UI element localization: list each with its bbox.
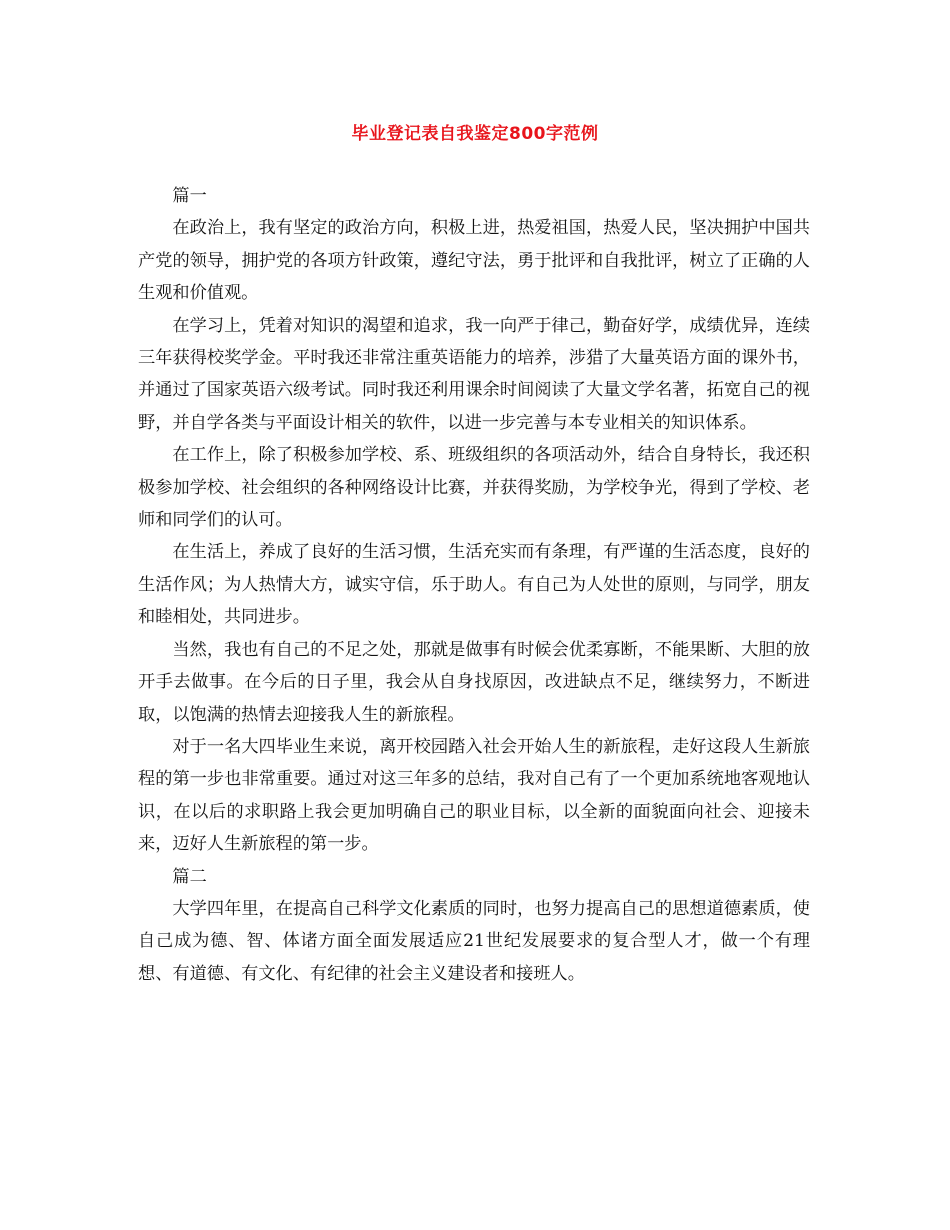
paragraph-life: 在生活上，养成了良好的生活习惯，生活充实而有条理，有严谨的生活态度，良好的生活作风；为人热情大方，诚实守信，乐于助人。有自己为人处世的原则，与同学，朋友和睦相处，共同进步。 [138, 542, 810, 628]
paragraph-politics: 在政治上，我有坚定的政治方向，积极上进，热爱祖国，热爱人民，坚决拥护中国共产党的领导，拥护党的各项方针政策，遵纪守法，勇于批评和自我批评，树立了正确的人生观和价值观。 [138, 218, 810, 304]
paragraph-summary: 对于一名大四毕业生来说，离开校园踏入社会开始人生的新旅程，走好这段人生新旅程的第一步也非常重要。通过对这三年多的总结，我对自己有了一个更加系统地客观地认识，在以后的求职路上我会更加明确自己的职业目标，以全新的面貌面向社会、迎接未来，迈好人生新旅程的第一步。 [138, 736, 810, 855]
document-title: 毕业登记表自我鉴定800字范例 [351, 124, 599, 144]
section-heading: 篇一 [172, 186, 207, 206]
paragraph-study: 在学习上，凭着对知识的渴望和追求，我一向严于律己，勤奋好学，成绩优异，连续三年获得校奖学金。平时我还非常注重英语能力的培养，涉猎了大量英语方面的课外书，并通过了国家英语六级考试。同时我还利用课余时间阅读了大量文学名著，拓宽自己的视野，并自学各类与平面设计相关的软件，以进一步完善与本专业相关的知识体系。 [138, 315, 810, 433]
section-heading: 篇二 [172, 866, 207, 887]
paragraph-work: 在工作上，除了积极参加学校、系、班级组织的各项活动外，结合自身特长，我还积极参加学校、社会组织的各种网络设计比赛，并获得奖励，为学校争光，得到了学校、老师和同学们的认可。 [138, 445, 810, 531]
paragraph-quality: 大学四年里，在提高自己科学文化素质的同时，也努力提高自己的思想道德素质，使自己成为德、智、体诸方面全面发展适应21世纪发展要求的复合型人才，做一个有理想、有道德、有文化、有纪律的社会主义建设者和接班人。 [138, 898, 810, 984]
paragraph-shortcomings: 当然，我也有自己的不足之处，那就是做事有时候会优柔寡断，不能果断、大胆的放开手去做事。在今后的日子里，我会从自身找原因，改进缺点不足，继续努力，不断进取，以饱满的热情去迎接我人生的新旅程。 [138, 639, 810, 725]
document-body [138, 180, 810, 990]
